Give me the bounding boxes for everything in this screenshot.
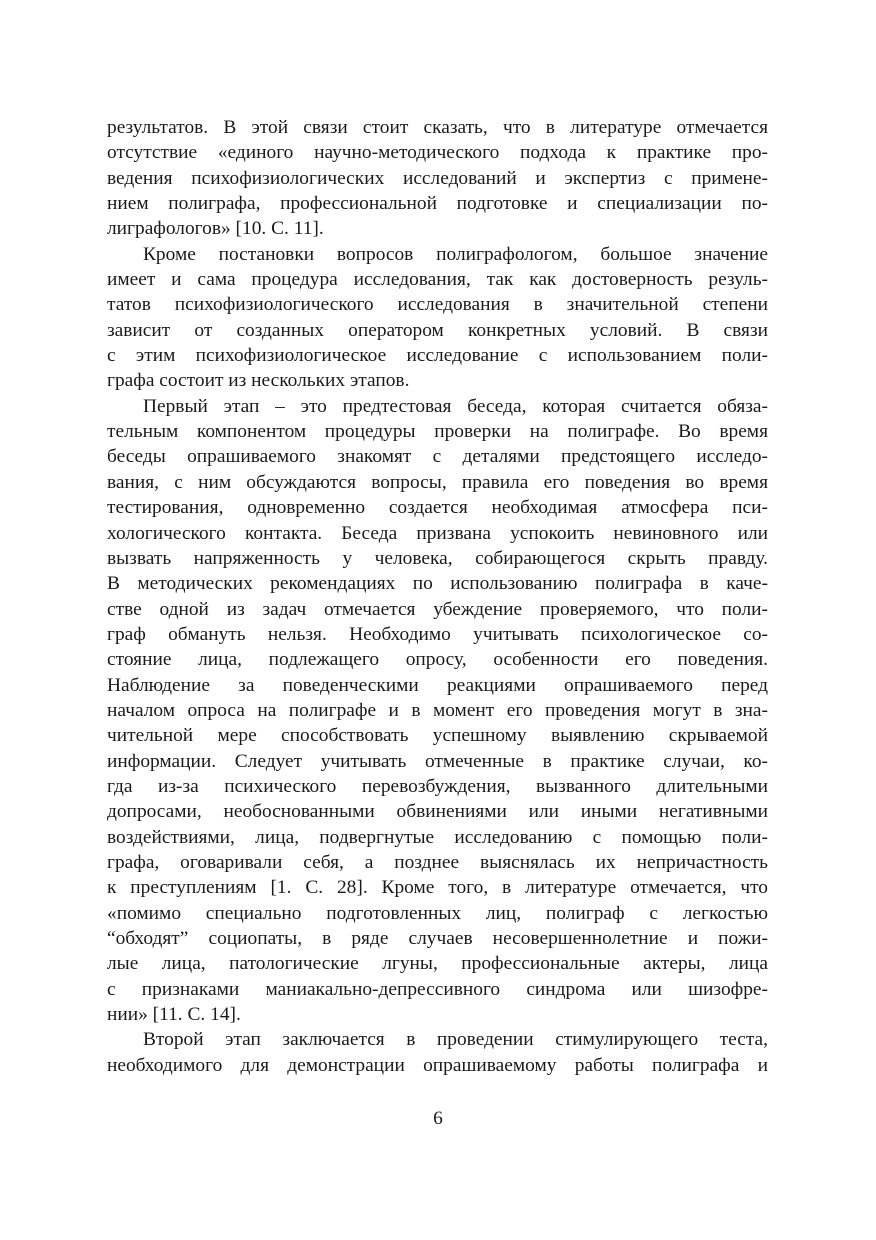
text-line: вызвать напряженность у человека, собирающегося скрыть правду. — [107, 547, 768, 569]
text-line: с признаками маниакально-депрессивного синдрома или шизофре- — [107, 978, 768, 1000]
page-number: 6 — [433, 1108, 443, 1129]
text-line: графа состоит из нескольких этапов. — [107, 370, 410, 392]
text-line: Кроме постановки вопросов полиграфологом, большое значение — [143, 243, 768, 265]
text-line: Второй этап заключается в проведении стимулирующего теста, — [143, 1029, 768, 1051]
text-line: татов психофизиологического исследования в значительной степени — [107, 294, 768, 316]
text-line: нии» [11. С. 14]. — [107, 1004, 241, 1026]
text-line: гда из-за психического перевозбуждения, вызванного длительными — [107, 775, 768, 797]
text-line: чительной мере способствовать успешному выявлению скрываемой — [107, 725, 768, 747]
text-line: стояние лица, подлежащего опросу, особенности его поведения. — [107, 649, 768, 671]
text-line: зависит от созданных оператором конкретных условий. В связи — [107, 319, 768, 341]
text-line: тестирования, одновременно создается необходимая атмосфера пси- — [107, 497, 768, 519]
text-line: тельным компонентом процедуры проверки на полиграфе. Во время — [107, 421, 768, 443]
text-line: стве одной из задач отмечается убеждение проверяемого, что поли- — [107, 598, 768, 620]
text-line: В методических рекомендациях по использованию полиграфа в каче- — [107, 573, 768, 595]
text-line: Наблюдение за поведенческими реакциями опрашиваемого перед — [107, 674, 768, 696]
text-line: беседы опрашиваемого знакомят с деталями предстоящего исследо- — [107, 446, 768, 468]
text-line: лые лица, патологические лгуны, профессиональные актеры, лица — [107, 953, 768, 975]
text-line: допросами, необоснованными обвинениями или иными негативными — [107, 801, 768, 823]
text-line: имеет и сама процедура исследования, так как достоверность резуль- — [107, 269, 768, 291]
text-line: результатов. В этой связи стоит сказать, что в литературе отмечается — [107, 117, 768, 138]
text-line: воздействиями, лица, подвергнутые исследованию с помощью поли- — [107, 826, 768, 848]
text-line: ведения психофизиологических исследований и экспертиз с примене- — [107, 167, 768, 189]
text-line: информации. Следует учитывать отмеченные в практике случаи, ко- — [107, 750, 768, 772]
text-line: Первый этап – это предтестовая беседа, которая считается обяза- — [143, 395, 768, 417]
body-text — [107, 115, 768, 1078]
text-line: отсутствие «единого научно-методического подхода к практике про- — [107, 142, 768, 164]
text-line: “обходят” социопаты, в ряде случаев несовершеннолетние и пожи- — [107, 928, 768, 949]
text-line: хологического контакта. Беседа призвана успокоить невиновного или — [107, 522, 768, 544]
text-line: «помимо специально подготовленных лиц, полиграф с легкостью — [107, 902, 768, 924]
text-line: вания, с ним обсуждаются вопросы, правила его поведения во время — [107, 471, 768, 493]
text-line: необходимого для демонстрации опрашиваемому работы полиграфа и — [107, 1054, 768, 1076]
text-line: лиграфологов» [10. С. 11]. — [107, 218, 324, 240]
text-line: графа, оговаривали себя, а позднее выяснялась их непричастность — [107, 851, 768, 873]
text-line: с этим психофизиологическое исследование с использованием поли- — [107, 345, 768, 367]
text-line: к преступлениям [1. С. 28]. Кроме того, в литературе отмечается, что — [107, 877, 768, 899]
text-line: нием полиграфа, профессиональной подготовке и специализации по- — [107, 193, 768, 215]
text-line: граф обмануть нельзя. Необходимо учитывать психологическое со- — [107, 623, 768, 645]
text-line: началом опроса на полиграфе и в момент его проведения могут в зна- — [107, 699, 768, 721]
